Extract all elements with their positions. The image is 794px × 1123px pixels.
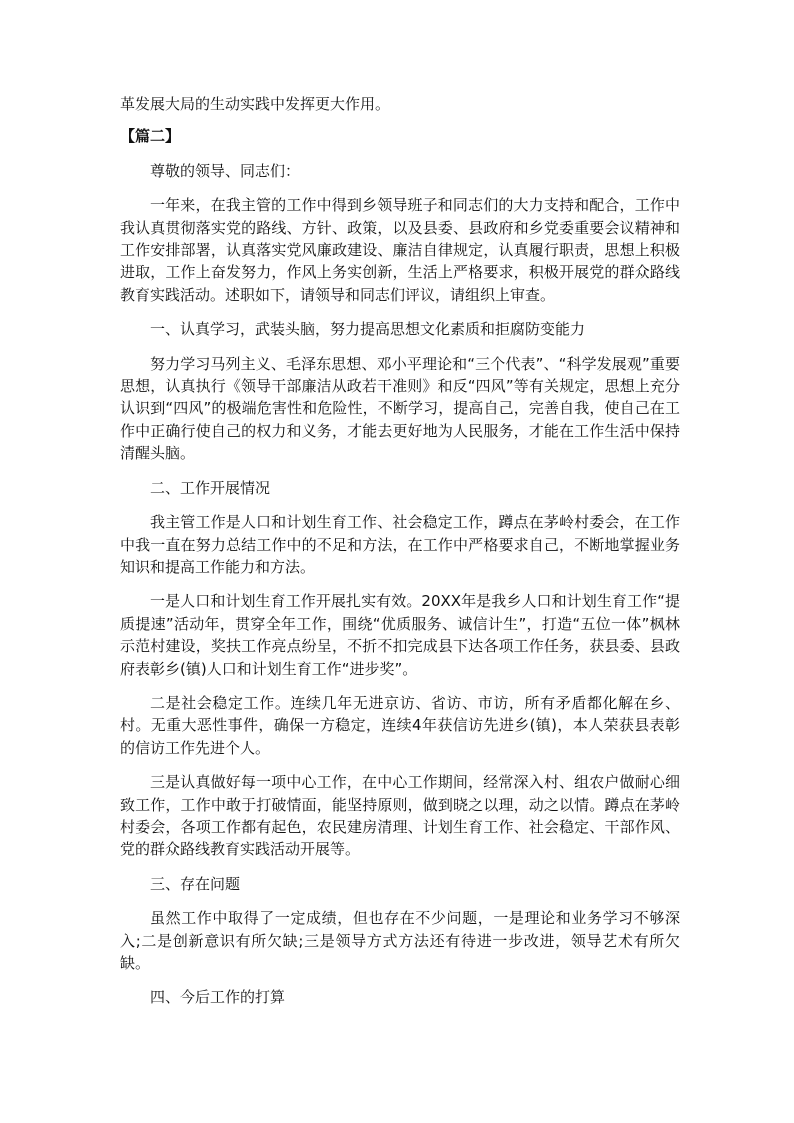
subheading-work: 二、工作开展情况	[150, 478, 271, 497]
paragraph-intro: 一年来，在我主管的工作中得到乡领导班子和同志们的大力支持和配合，工作中我认真贯彻落实党的路线、方针、政策，以及县委、县政府和乡党委重要会议精神和工作安排部署，认真落实党风廉政建设、廉洁自律规定，认真履行职责，思想上积极进取，工作上奋发努力，作风上务实创新，生活上严格要求，积极开展党的群众路线教育实践活动。述职如下，请领导和同志们评议，请组织上审查。	[120, 196, 680, 304]
paragraph-problems: 虽然工作中取得了一定成绩，但也存在不少问题，一是理论和业务学习不够深入;二是创新意识有所欠缺;三是领导方式方法还有待进一步改进，领导艺术有所欠缺。	[120, 909, 680, 972]
section-heading: 【篇二】	[120, 127, 181, 146]
document-page	[120, 93, 680, 1009]
subheading-problems: 三、存在问题	[150, 874, 241, 893]
subheading-study: 一、认真学习，武装头脑，努力提高思想文化素质和拒腐防变能力	[150, 320, 586, 339]
paragraph-work-stability: 二是社会稳定工作。连续几年无进京访、省访、市访，所有矛盾都化解在乡、村。无重大恶性事件，确保一方稳定，连续4年获信访先进乡(镇)，本人荣获县表彰的信访工作先进个人。	[120, 693, 680, 757]
paragraph-work-central: 三是认真做好每一项中心工作，在中心工作期间，经常深入村、组农户做耐心细致工作，工作中敢于打破情面，能坚持原则，做到晓之以理，动之以情。蹲点在茅岭村委会，各项工作都有起色，农民建房清理、计划生育工作、社会稳定、干部作风、党的群众路线教育实践活动开展等。	[120, 773, 680, 859]
paragraph-work-population: 一是人口和计划生育工作开展扎实有效。20XX年是我乡人口和计划生育工作“提质提速”活动年，贯穿全年工作，围绕“优质服务、诚信计生”，打造“五位一体”枫林示范村建设，奖扶工作亮点纷呈，不折不扣完成县下达各项工作任务，获县委、县政府表彰乡(镇)人口和计划生育工作“进步奖”。	[120, 592, 680, 678]
subheading-plans: 四、今后工作的打算	[150, 988, 286, 1007]
paragraph-continuation: 革发展大局的生动实践中发挥更大作用。	[120, 95, 391, 113]
paragraph-work-overview: 我主管工作是人口和计划生育工作、社会稳定工作，蹲点在茅岭村委会，在工作中我一直在努力总结工作中的不足和方法，在工作中严格要求自己，不断地掌握业务知识和提高工作能力和方法。	[120, 513, 680, 576]
paragraph-study: 努力学习马列主义、毛泽东思想、邓小平理论和“三个代表”、“科学发展观”重要思想，认真执行《领导干部廉洁从政若干准则》和反“四风”等有关规定，思想上充分认识到“四风”的极端危害性和危险性，不断学习，提高自己，完善自我，使自己在工作中正确行使自己的权力和义务，才能去更好地为人民服务，才能在工作生活中保持清醒头脑。	[120, 354, 680, 463]
paragraph-salutation: 尊敬的领导、同志们：	[150, 161, 301, 180]
